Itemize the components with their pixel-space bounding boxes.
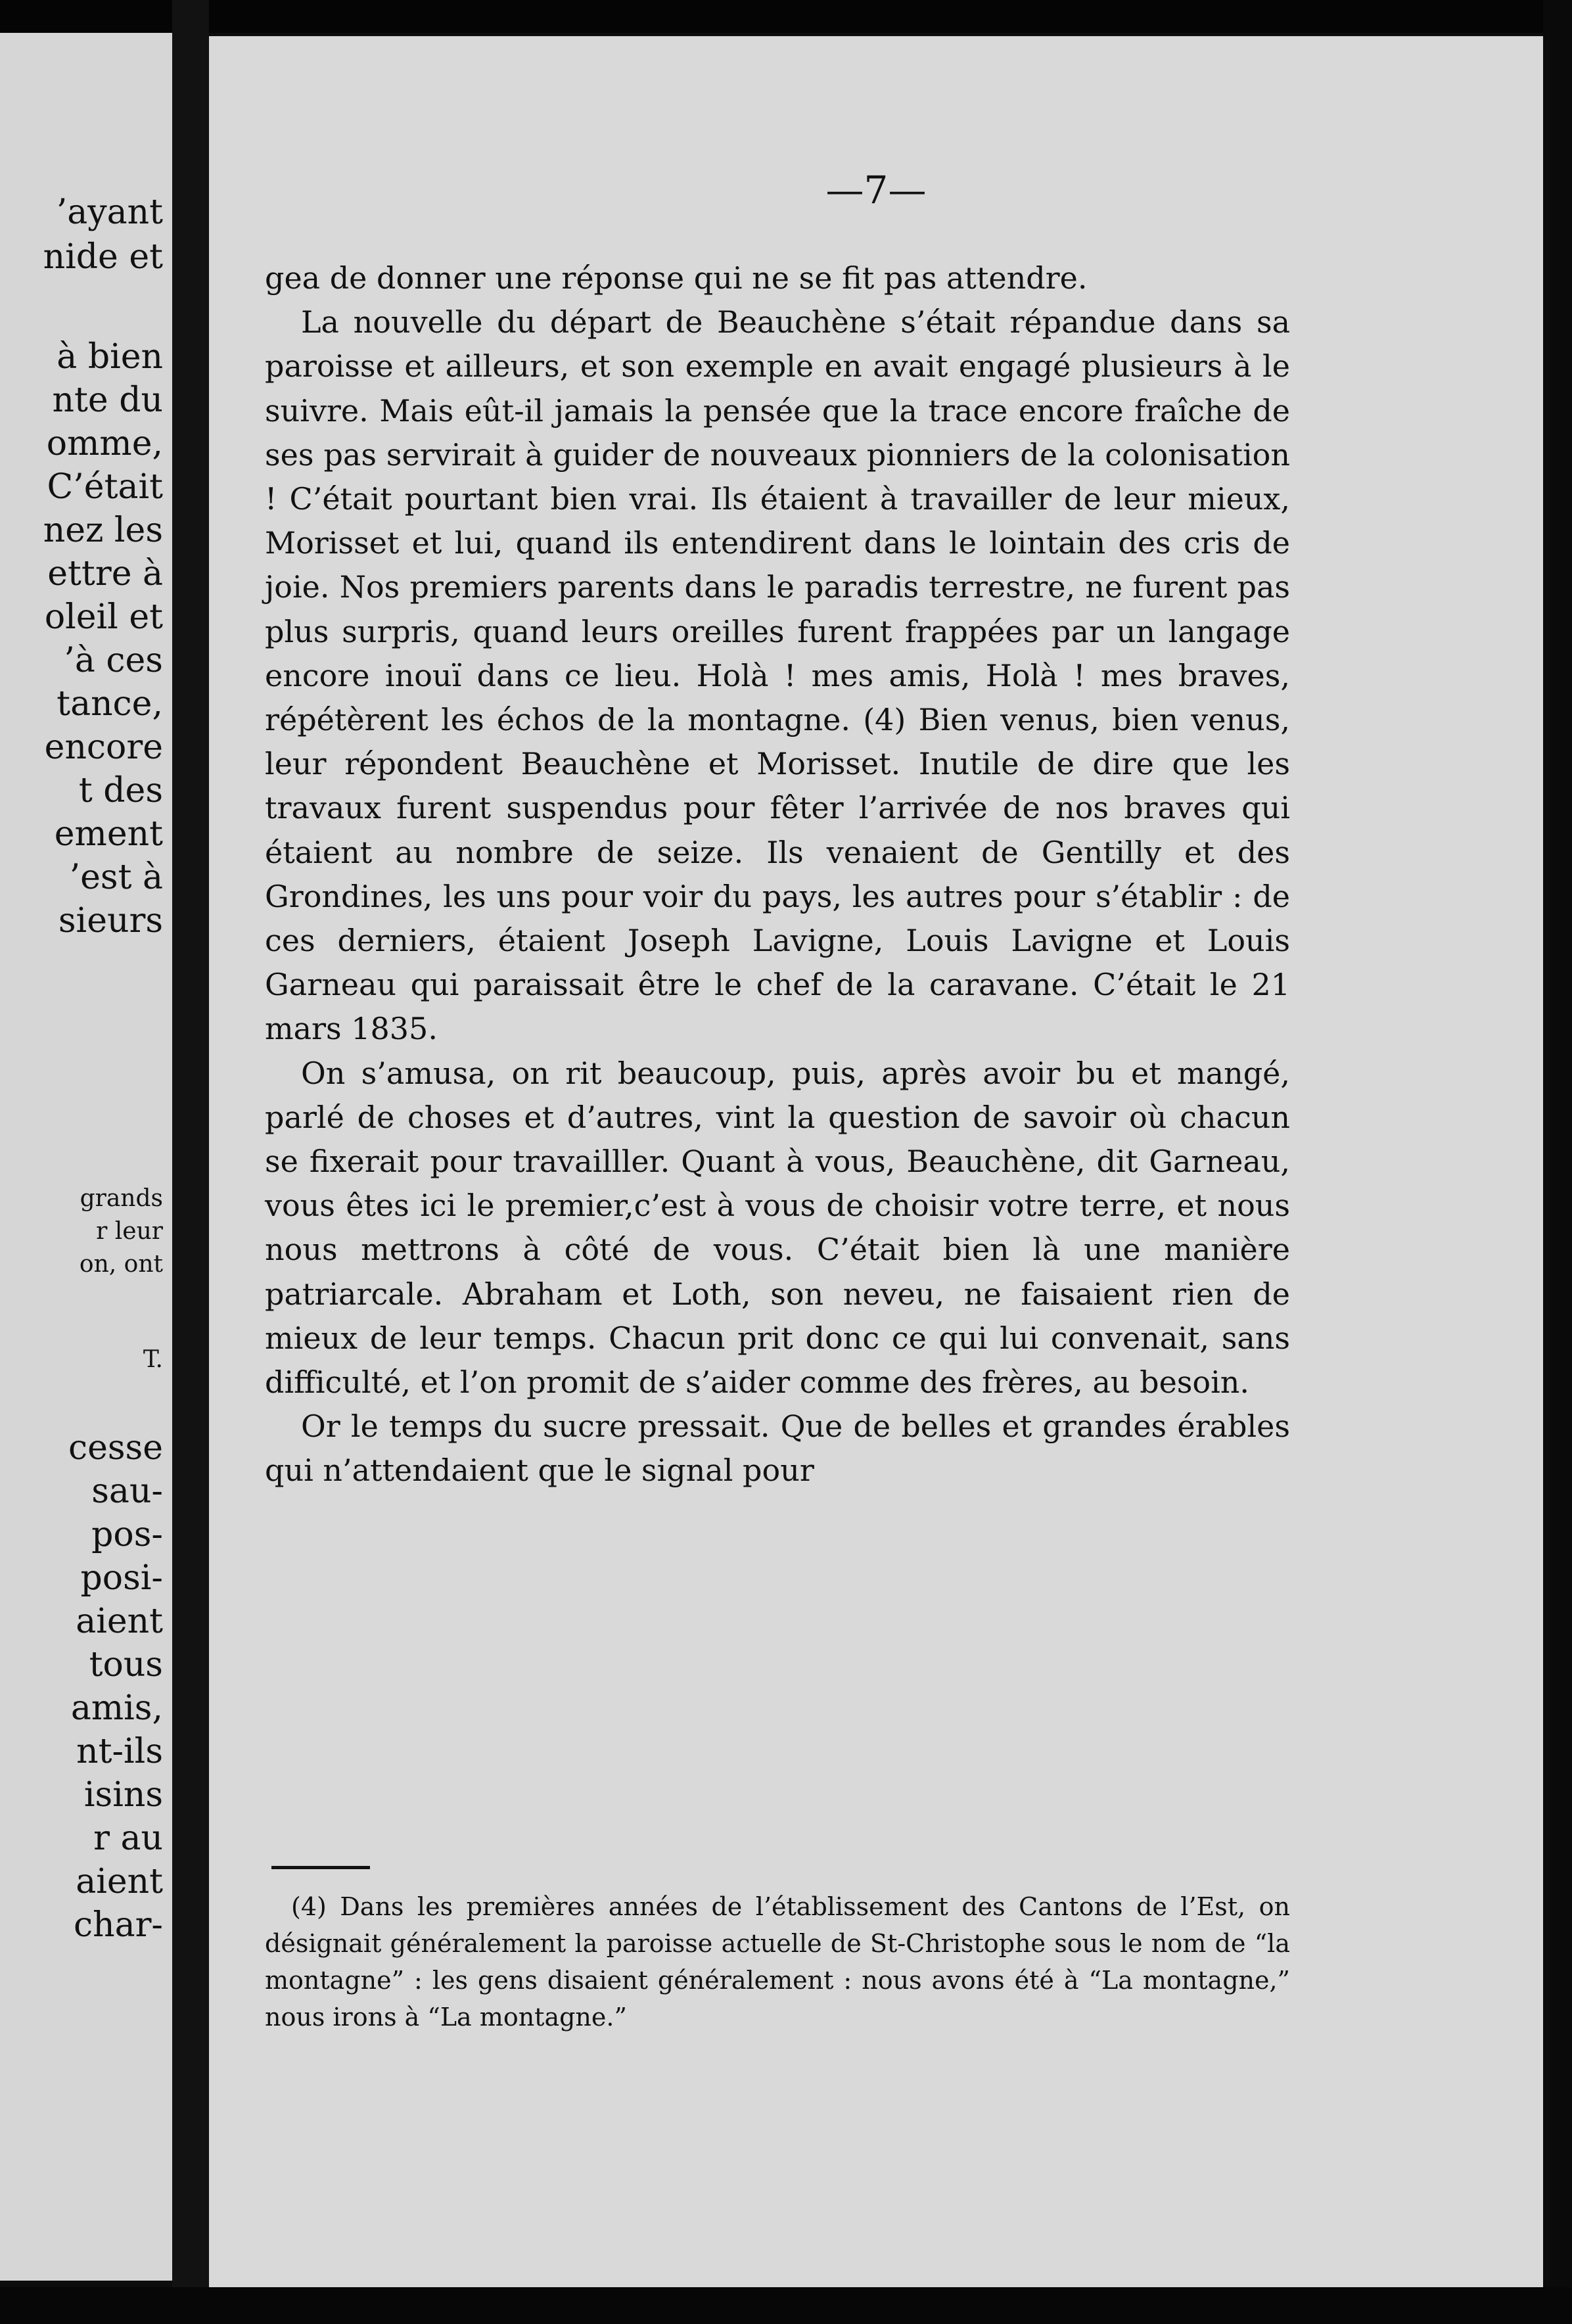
- body-text: [265, 256, 1290, 1493]
- left-page-line: ’est à: [69, 858, 163, 897]
- paragraph: On s’amusa, on rit beaucoup, puis, après avoir bu et mangé, parlé de choses et d’autres, vint la question de savoir où chacun se fixerait pour travailller. Quant à vous, Beauchène, dit Garneau, vous êtes ici le premier,c’est à vous de choisir votre terre, et nous nous mettrons à côté de vous. C’était bien là une manière patriarcale. Abraham et Loth, son neveu, ne faisaient rien de mieux de leur temps. Chacun prit donc ce qui lui convenait, sans difficulté, et l’on promit de s’aider comme des frères, au besoin.: [265, 1055, 1290, 1401]
- left-page-line: tous: [89, 1645, 163, 1685]
- left-page-line: amis,: [70, 1688, 163, 1728]
- scan-top-border: [0, 0, 1572, 33]
- left-page-line: posi-: [80, 1558, 163, 1598]
- left-page-line: ettre à: [47, 554, 163, 593]
- left-page-line: oleil et: [44, 597, 163, 637]
- left-page-line: ement: [54, 814, 163, 854]
- left-page-line: cesse: [68, 1428, 163, 1468]
- left-page-line: aient: [76, 1862, 163, 1901]
- footnote-divider: [271, 1866, 370, 1869]
- footnote: (4) Dans les premières années de l’établissement des Cantons de l’Est, on désignait généralement la paroisse actuelle de St-Christophe sous le nom de “la montagne” : les gens disaient généralement : nous avons été à “La montagne,” nous irons à “La montagne.”: [265, 1892, 1290, 2032]
- paragraph: Or le temps du sucre pressait. Que de belles et grandes érables qui n’attendaient que le signal pour: [265, 1408, 1290, 1489]
- left-page-line: t des: [78, 771, 163, 810]
- left-page-line: r au: [93, 1819, 163, 1858]
- left-page-line: on, ont: [79, 1251, 163, 1278]
- left-page-line: ’à ces: [64, 641, 163, 680]
- right-page: [209, 36, 1543, 2287]
- left-page-line: nt-ils: [76, 1732, 163, 1771]
- left-page-line: ’ayant: [56, 193, 163, 232]
- left-page-line: à bien: [57, 337, 163, 377]
- left-page-line: grands: [80, 1185, 163, 1212]
- left-page-line: sau-: [91, 1472, 163, 1511]
- scan-right-border: [1543, 0, 1572, 2324]
- left-page-line: tance,: [57, 684, 163, 724]
- left-page-line: nte du: [52, 381, 163, 420]
- left-facing-page: [0, 33, 172, 2281]
- left-page-line: char-: [73, 1905, 163, 1945]
- page-number: —7—: [825, 168, 927, 212]
- left-page-line: isins: [83, 1775, 163, 1815]
- book-gutter: [172, 0, 209, 2324]
- paragraph: La nouvelle du départ de Beauchène s’était répandue dans sa paroisse et ailleurs, et son exemple en avait engagé plusieurs à le suivre. Mais eût-il jamais la pensée que la trace encore fraîche de ses pas servirait à guider de nouveaux pionniers de la colonisation ! C’était pourtant bien vrai. Ils étaient à travailler de leur mieux, Morisset et lui, quand ils entendirent dans le lointain des cris de joie. Nos premiers parents dans le paradis terrestre, ne furent pas plus surpris, quand leurs oreilles furent frappées par un langage encore inouï dans ce lieu. Holà ! mes amis, Holà ! mes braves, répétèrent les échos de la montagne. (4) Bien venus, bien venus, leur répondent Beauchène et Morisset. Inutile de dire que les travaux furent suspendus pour fêter l’arrivée de nos braves qui étaient au nombre de seize. Ils venaient de Gentilly et des Grondines, les uns pour voir du pays, les autres pour s’établir : de ces derniers, étaient Joseph Lavigne, Louis Lavigne et Louis Garneau qui paraissait être le chef de la caravane. C’était le 21 mars 1835.: [265, 304, 1290, 1047]
- left-page-line: encore: [44, 728, 163, 767]
- left-page-line: T.: [143, 1346, 163, 1373]
- left-page-line: sieurs: [58, 901, 163, 941]
- left-page-line: r leur: [96, 1218, 163, 1245]
- paragraph-continuation: gea de donner une réponse qui ne se fit pas attendre.: [265, 260, 1088, 296]
- left-page-line: aient: [76, 1602, 163, 1641]
- left-page-line: nez les: [43, 511, 163, 550]
- left-page-line: C’était: [47, 467, 163, 507]
- left-page-line: nide et: [43, 237, 163, 277]
- scan-bottom-border: [0, 2287, 1572, 2324]
- left-page-line: pos-: [91, 1515, 163, 1554]
- left-page-line: omme,: [46, 424, 163, 463]
